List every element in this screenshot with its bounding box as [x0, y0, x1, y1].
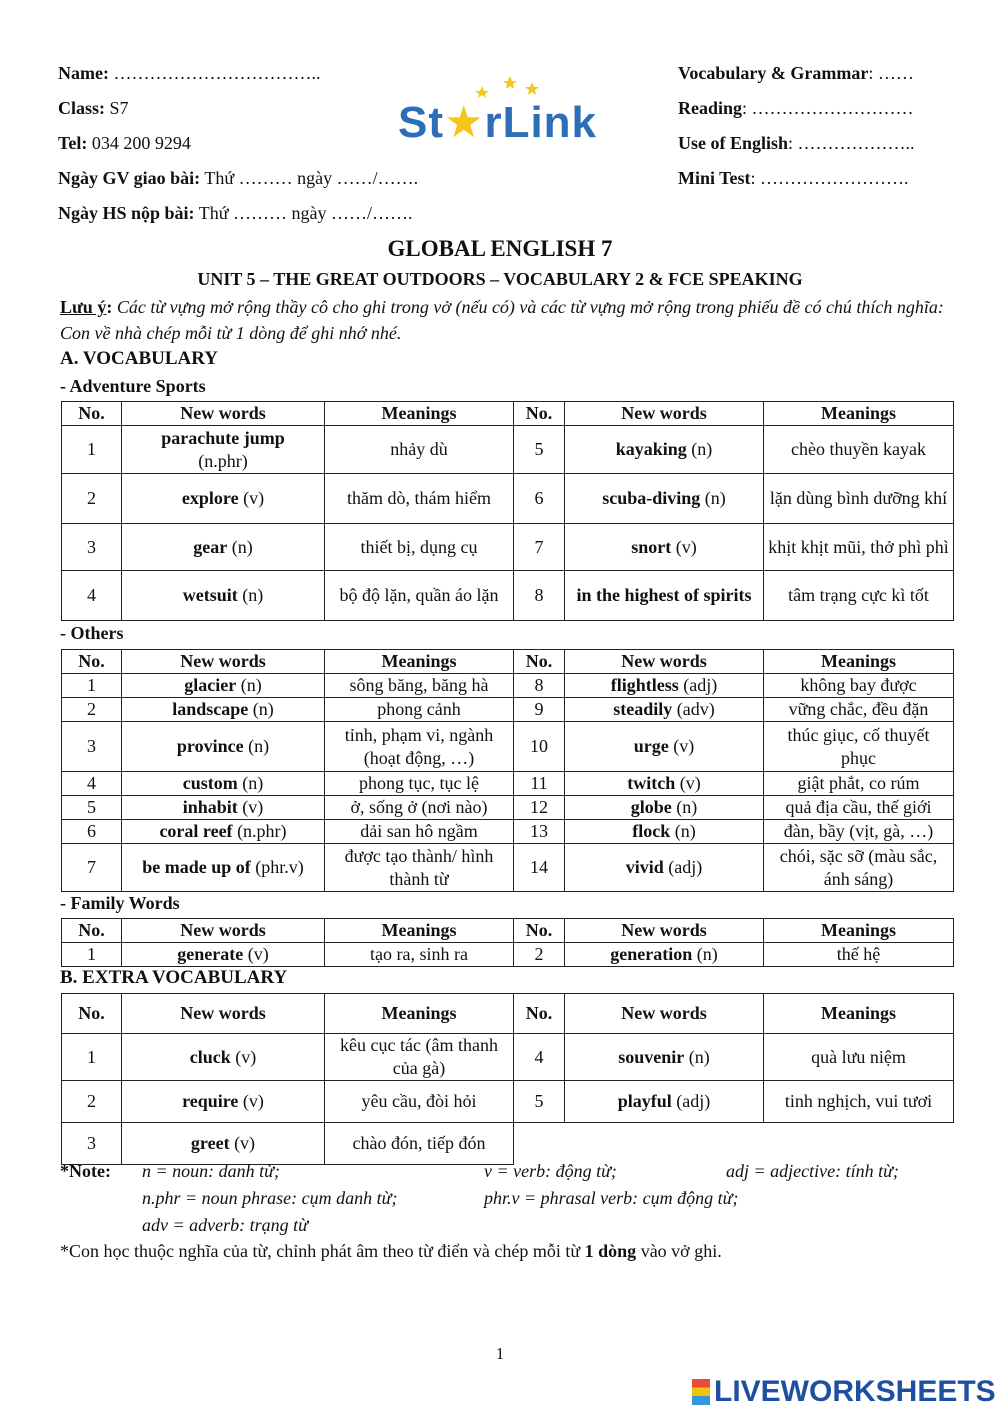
entry-word	[122, 722, 325, 772]
entry-number: 2	[62, 1081, 122, 1123]
word-text: gear	[193, 536, 228, 557]
entry-word	[122, 698, 325, 722]
column-header: New words	[122, 650, 325, 674]
table-row	[62, 796, 954, 820]
logo-star-icon: ★	[444, 98, 485, 147]
column-header: Meanings	[325, 402, 514, 426]
column-header: No.	[62, 650, 122, 674]
entry-number: 7	[62, 844, 122, 892]
part-of-speech: (v)	[238, 1091, 264, 1111]
entry-number: 5	[62, 796, 122, 820]
entry-meaning: thế hệ	[764, 943, 954, 967]
word-text: custom	[182, 773, 238, 793]
page-title: GLOBAL ENGLISH 7	[387, 236, 613, 261]
word-text: flock	[632, 821, 671, 841]
entry-meaning: không bay được	[764, 674, 954, 698]
table-header-row	[62, 919, 954, 943]
part-of-speech: (phr.v)	[250, 857, 304, 877]
word-text: parachute jump	[161, 427, 285, 448]
word-text: steadily	[613, 699, 673, 719]
adventure-sports-table	[61, 401, 954, 621]
part-of-speech: (adv)	[672, 699, 715, 719]
entry-number: 1	[62, 1034, 122, 1081]
name-field: Name: ……………………………..	[58, 63, 321, 83]
entry-word	[122, 796, 325, 820]
part-of-speech: (v)	[668, 736, 695, 756]
entry-number: 13	[514, 820, 565, 844]
family-words-table	[61, 918, 954, 967]
entry-meaning: thúc giục, cố thuyết phục	[764, 722, 954, 772]
liveworksheets-watermark: LIVEWORKSHEETS	[692, 1376, 996, 1408]
entry-number: 4	[514, 1034, 565, 1081]
column-header: New words	[122, 402, 325, 426]
column-header: New words	[565, 402, 764, 426]
word-text: flightless	[610, 675, 679, 695]
column-header: New words	[565, 919, 764, 943]
entry-meaning: sông băng, băng hà	[325, 674, 514, 698]
part-of-speech: (n)	[692, 944, 718, 964]
part-of-speech: (n.phr)	[198, 450, 248, 471]
part-of-speech: (n)	[237, 585, 264, 605]
entry-word	[565, 426, 764, 474]
entry-number: 12	[514, 796, 565, 820]
entry-word	[122, 524, 325, 571]
word-text: playful	[617, 1091, 672, 1111]
entry-meaning: tâm trạng cực kì tốt	[764, 571, 954, 621]
part-of-speech: (n)	[700, 488, 726, 508]
section-b-heading: B. EXTRA VOCABULARY	[60, 967, 288, 988]
entry-meaning: thiết bị, dụng cụ	[325, 524, 514, 571]
table-row	[62, 1081, 954, 1123]
column-header: No.	[514, 994, 565, 1034]
section-a-heading: A. VOCABULARY	[60, 348, 219, 369]
part-of-speech: (v)	[230, 1046, 257, 1067]
entry-meaning: phong tục, tục lệ	[325, 772, 514, 796]
entry-word	[122, 844, 325, 892]
entry-number: 5	[514, 426, 565, 474]
entry-number: 1	[62, 426, 122, 474]
others-table	[61, 649, 954, 892]
table-row	[62, 571, 954, 621]
entry-meaning: tinh nghịch, vui tươi	[764, 1081, 954, 1123]
entry-number: 5	[514, 1081, 565, 1123]
column-header: No.	[514, 919, 565, 943]
abbrev-phrasal-verb: phr.v = phrasal verb: cụm động từ;	[484, 1188, 739, 1208]
column-header: New words	[565, 650, 764, 674]
part-of-speech: (n.phr)	[232, 821, 287, 841]
part-of-speech: (v)	[671, 536, 697, 557]
entry-number: 6	[514, 474, 565, 524]
word-text: landscape	[172, 699, 249, 719]
entry-word	[565, 474, 764, 524]
column-header: Meanings	[325, 919, 514, 943]
entry-word	[122, 943, 325, 967]
assign-date-field: Ngày GV giao bài: Thứ ……… ngày ……/…….	[58, 168, 419, 188]
entry-meaning: quả địa cầu, thế giới	[764, 796, 954, 820]
tel-field: Tel: 034 200 9294	[58, 133, 191, 153]
entry-word	[565, 796, 764, 820]
word-text: explore	[181, 488, 239, 508]
column-header: No.	[514, 402, 565, 426]
entry-word	[565, 820, 764, 844]
part-of-speech: (v)	[238, 488, 265, 508]
entry-word	[122, 1034, 325, 1081]
word-text: wetsuit	[182, 585, 238, 605]
part-of-speech: (n)	[227, 536, 253, 557]
entry-word	[565, 698, 764, 722]
word-text: generation	[610, 944, 693, 964]
entry-meaning: bộ độ lặn, quần áo lặn	[325, 571, 514, 621]
class-field: Class: S7	[58, 98, 129, 118]
score-use-of-english: Use of English: ………………..	[678, 133, 915, 153]
entry-word	[565, 571, 764, 621]
column-header: Meanings	[764, 402, 954, 426]
column-header: New words	[122, 994, 325, 1034]
entry-number: 8	[514, 571, 565, 621]
entry-word	[122, 571, 325, 621]
study-note: Lưu ý: Các từ vựng mở rộng thầy cô cho ghi trong vở (nếu có) và các từ vựng mở rộng trong phiếu đề có chú thích nghĩa: Con về nhà chép mỗi từ 1 dòng để ghi nhớ nhé.	[60, 297, 944, 343]
part-of-speech: (n)	[684, 1046, 710, 1067]
liveworksheets-logo-icon	[692, 1379, 710, 1405]
word-text: coral reef	[159, 821, 233, 841]
starlink-logo: St★rLink	[398, 70, 630, 150]
entry-number: 10	[514, 722, 565, 772]
table-row	[62, 524, 954, 571]
entry-meaning: chào đón, tiếp đón	[325, 1123, 514, 1165]
table-row	[62, 820, 954, 844]
page-subtitle: UNIT 5 – THE GREAT OUTDOORS – VOCABULARY 2 & FCE SPEAKING	[197, 269, 803, 289]
table-row	[62, 772, 954, 796]
entry-meaning: tỉnh, phạm vi, ngành (hoạt động, …)	[325, 722, 514, 772]
extra-vocabulary-table	[61, 993, 954, 1165]
word-text: inhabit	[182, 797, 238, 817]
abbrev-adjective: adj = adjective: tính từ;	[726, 1161, 899, 1181]
entry-word	[565, 844, 764, 892]
table-row	[62, 698, 954, 722]
part-of-speech: (adj)	[678, 675, 718, 695]
column-header: Meanings	[325, 650, 514, 674]
part-of-speech: (adj)	[663, 857, 703, 877]
entry-meaning: được tạo thành/ hình thành từ	[325, 844, 514, 892]
table-row	[62, 674, 954, 698]
word-text: require	[182, 1091, 239, 1111]
entry-meaning: khịt khịt mũi, thở phì phì	[764, 524, 954, 571]
word-text: vivid	[625, 857, 664, 877]
entry-word	[122, 426, 325, 474]
column-header: No.	[62, 919, 122, 943]
entry-word	[565, 674, 764, 698]
entry-meaning: phong cảnh	[325, 698, 514, 722]
abbrev-verb: v = verb: động từ;	[484, 1161, 617, 1181]
entry-meaning: giật phắt, co rúm	[764, 772, 954, 796]
abbrev-adverb: adv = adverb: trạng từ	[142, 1215, 308, 1235]
entry-number: 11	[514, 772, 565, 796]
part-of-speech: (n)	[670, 821, 696, 841]
score-reading: Reading: ………………………	[678, 98, 914, 118]
part-of-speech: (v)	[229, 1133, 256, 1153]
entry-word	[565, 722, 764, 772]
submit-date-field: Ngày HS nộp bài: Thứ ……… ngày ……/…….	[58, 203, 413, 223]
table-row	[62, 722, 954, 772]
part-of-speech: (n)	[243, 736, 270, 756]
word-text: glacier	[184, 675, 237, 695]
column-header: Meanings	[325, 994, 514, 1034]
entry-meaning: chèo thuyền kayak	[764, 426, 954, 474]
family-heading: - Family Words	[60, 893, 180, 913]
entry-meaning: đàn, bầy (vịt, gà, …)	[764, 820, 954, 844]
column-header: No.	[514, 650, 565, 674]
entry-word	[565, 524, 764, 571]
part-of-speech: (n)	[237, 773, 264, 793]
entry-word	[565, 1081, 764, 1123]
entry-number: 14	[514, 844, 565, 892]
entry-meaning: yêu cầu, đòi hỏi	[325, 1081, 514, 1123]
entry-word	[565, 772, 764, 796]
entry-meaning: chói, sặc sỡ (màu sắc, ánh sáng)	[764, 844, 954, 892]
table-row	[62, 474, 954, 524]
entry-meaning: quà lưu niệm	[764, 1034, 954, 1081]
score-mini-test: Mini Test: …………………….	[678, 168, 909, 188]
word-text: kayaking	[615, 439, 687, 459]
entry-number: 3	[62, 524, 122, 571]
entry-word	[122, 474, 325, 524]
entry-number: 3	[62, 1123, 122, 1165]
column-header: Meanings	[764, 919, 954, 943]
part-of-speech: (n)	[686, 439, 713, 459]
page-number: 1	[495, 1344, 505, 1363]
entry-meaning: ở, sống ở (nơi nào)	[325, 796, 514, 820]
entry-word	[122, 1081, 325, 1123]
word-text: greet	[190, 1133, 230, 1153]
entry-word	[565, 943, 764, 967]
entry-meaning: tạo ra, sinh ra	[325, 943, 514, 967]
word-text: snort	[631, 536, 672, 557]
table-row	[62, 844, 954, 892]
column-header: No.	[62, 402, 122, 426]
word-text: twitch	[627, 773, 676, 793]
word-text: urge	[633, 736, 669, 756]
column-header: New words	[565, 994, 764, 1034]
table-header-row	[62, 402, 954, 426]
table-row	[62, 426, 954, 474]
entry-meaning: thăm dò, thám hiểm	[325, 474, 514, 524]
entry-number: 2	[62, 474, 122, 524]
entry-meaning: nhảy dù	[325, 426, 514, 474]
word-text: be made up of	[142, 857, 251, 877]
part-of-speech: (n)	[248, 699, 274, 719]
column-header: Meanings	[764, 994, 954, 1034]
entry-number: 9	[514, 698, 565, 722]
entry-number: 4	[62, 571, 122, 621]
final-instruction: *Con học thuộc nghĩa của từ, chỉnh phát âm theo từ điển và chép mỗi từ 1 dòng vào vở ghi.	[60, 1241, 722, 1261]
word-text: in the highest of spirits	[576, 585, 752, 605]
part-of-speech: (n)	[236, 675, 262, 695]
column-header: New words	[122, 919, 325, 943]
column-header: Meanings	[764, 650, 954, 674]
entry-meaning: kêu cục tác (âm thanh của gà)	[325, 1034, 514, 1081]
entry-word	[122, 820, 325, 844]
entry-number: 8	[514, 674, 565, 698]
adventure-heading: - Adventure Sports	[60, 376, 206, 396]
others-heading: - Others	[60, 623, 124, 643]
entry-word	[565, 1034, 764, 1081]
abbrev-noun: n = noun: danh từ;	[142, 1161, 280, 1181]
part-of-speech: (n)	[671, 797, 698, 817]
abbrev-noun-phrase: n.phr = noun phrase: cụm danh từ;	[142, 1188, 398, 1208]
entry-word	[122, 674, 325, 698]
entry-number: 6	[62, 820, 122, 844]
part-of-speech: (v)	[237, 797, 264, 817]
table-row	[62, 943, 954, 967]
entry-meaning: lặn dùng bình dưỡng khí	[764, 474, 954, 524]
table-row	[62, 1034, 954, 1081]
part-of-speech: (v)	[675, 773, 701, 793]
table-header-row	[62, 650, 954, 674]
word-text: souvenir	[618, 1046, 685, 1067]
entry-meaning: dải san hô ngầm	[325, 820, 514, 844]
entry-number: 2	[514, 943, 565, 967]
word-text: globe	[630, 797, 672, 817]
entry-meaning: vững chắc, đều đặn	[764, 698, 954, 722]
score-vocab-grammar: Vocabulary & Grammar: ……	[678, 63, 914, 83]
entry-number: 4	[62, 772, 122, 796]
entry-number: 1	[62, 674, 122, 698]
entry-number: 3	[62, 722, 122, 772]
word-text: cluck	[189, 1046, 231, 1067]
word-text: province	[176, 736, 244, 756]
part-of-speech: (v)	[243, 944, 269, 964]
word-text: generate	[177, 944, 244, 964]
column-header: No.	[62, 994, 122, 1034]
note-label: *Note:	[60, 1161, 111, 1181]
entry-number: 7	[514, 524, 565, 571]
entry-number: 1	[62, 943, 122, 967]
entry-word	[122, 772, 325, 796]
part-of-speech: (adj)	[671, 1091, 711, 1111]
table-header-row	[62, 994, 954, 1034]
word-text: scuba-diving	[602, 488, 701, 508]
entry-number: 2	[62, 698, 122, 722]
